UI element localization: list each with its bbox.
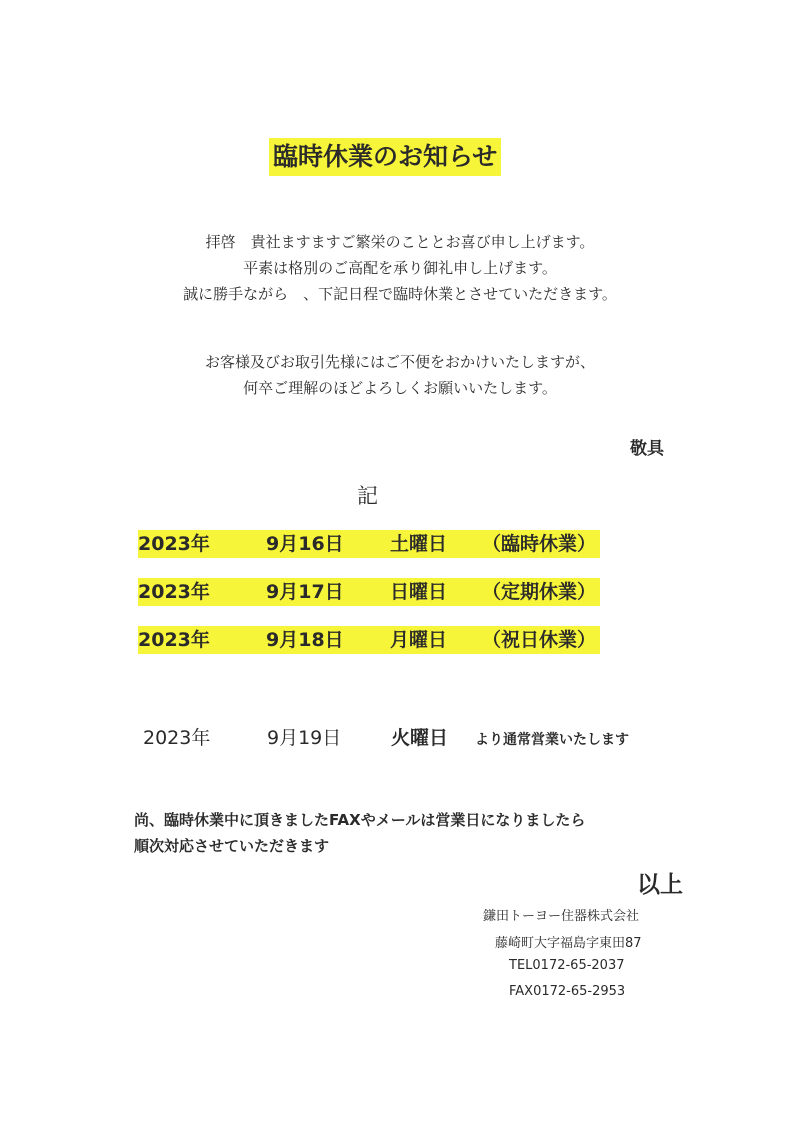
- ki-heading: 記: [357, 484, 378, 508]
- closure-date: 9月16日: [266, 533, 344, 555]
- closure-year: 2023年: [138, 533, 210, 555]
- closing-ijou: 以上: [637, 872, 683, 898]
- resume-row: [143, 725, 629, 751]
- closure-date: 9月18日: [266, 629, 344, 651]
- closure-row: [138, 578, 600, 606]
- company-name: 鎌田トーヨー住器株式会社: [483, 909, 640, 924]
- page-title: 臨時休業のお知らせ: [269, 138, 501, 176]
- closure-type: （祝日休業）: [482, 629, 597, 651]
- closure-year: 2023年: [138, 581, 210, 603]
- closure-weekday: 日曜日: [390, 581, 448, 603]
- company-address: 藤崎町大字福島字東田87: [495, 936, 642, 951]
- closure-row: [138, 530, 600, 558]
- note-line-2: 順次対応させていただきます: [134, 837, 330, 855]
- company-tel: TEL0172-65-2037: [509, 958, 625, 973]
- closure-weekday: 月曜日: [390, 629, 448, 651]
- resume-date: 9月19日: [267, 727, 342, 749]
- closure-date: 9月17日: [266, 581, 344, 603]
- closure-row: [138, 626, 600, 654]
- closure-type: （臨時休業）: [482, 533, 597, 555]
- note-line-1: 尚、臨時休業中に頂きましたFAXやメールは営業日になりましたら: [134, 811, 586, 829]
- closure-type: （定期休業）: [482, 581, 597, 603]
- resume-note: より通常営業いたします: [475, 732, 629, 748]
- greeting-line-2: 平素は格別のご高配を承り御礼申し上げます。: [243, 259, 557, 277]
- closing-keigu: 敬具: [630, 439, 664, 459]
- closure-weekday: 土曜日: [390, 533, 448, 555]
- resume-weekday: 火曜日: [391, 727, 449, 749]
- closure-year: 2023年: [138, 629, 210, 651]
- apology-line-1: お客様及びお取引先様にはご不便をおかけいたしますが、: [204, 353, 595, 371]
- apology-line-2: 何卒ご理解のほどよろしくお願いいたします。: [243, 379, 557, 397]
- resume-year: 2023年: [143, 727, 211, 749]
- greeting-line-3: 誠に勝手ながら 、下記日程で臨時休業とさせていただきます。: [183, 285, 617, 303]
- company-fax: FAX0172-65-2953: [509, 984, 626, 999]
- greeting-line-1: 拝啓 貴社ますますご繁栄のこととお喜び申し上げます。: [205, 233, 595, 251]
